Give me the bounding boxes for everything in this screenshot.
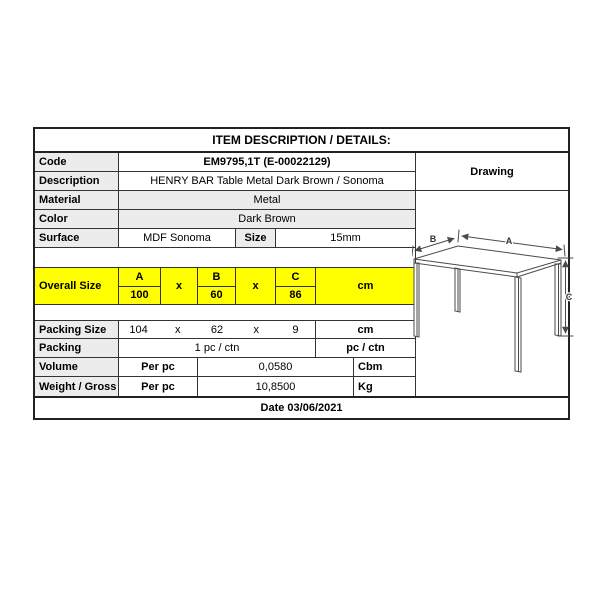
weight-label: Weight / Gross (35, 377, 119, 396)
row-material (35, 191, 415, 210)
dim-c-value: 86 (289, 289, 302, 302)
drawing-column (415, 153, 573, 396)
date-text: Date 03/06/2021 (260, 402, 343, 414)
volume-label: Volume (35, 358, 119, 376)
surface-size-value: 15mm (330, 232, 361, 244)
table-legs (414, 263, 561, 372)
code-value: EM9795,1T (E-00022129) (203, 156, 331, 168)
row-packing (35, 339, 415, 358)
row-overall-size (35, 267, 415, 305)
packing-label: Packing (35, 339, 119, 357)
spacer-row (35, 248, 415, 267)
volume-unit: Cbm (358, 361, 383, 373)
color-label: Color (35, 210, 119, 228)
material-label: Material (35, 191, 119, 209)
table-title: ITEM DESCRIPTION / DETAILS: (35, 129, 568, 153)
row-code (35, 153, 415, 172)
spec-table (33, 127, 573, 420)
description-value: HENRY BAR Table Metal Dark Brown / Sonoma (150, 175, 384, 187)
dim-c-letter: C (276, 268, 315, 287)
packing-size-x2: x (253, 323, 259, 336)
packing-size-v1: 104 (129, 323, 148, 336)
spec-columns (35, 153, 415, 396)
dim-b-value: 60 (210, 289, 223, 302)
weight-value: 10,8500 (198, 377, 354, 396)
row-surface (35, 229, 415, 248)
dim-a-value: 100 (130, 289, 149, 302)
packing-size-label: Packing Size (35, 321, 119, 338)
dim-a-letter: A (119, 268, 160, 287)
color-value: Dark Brown (119, 210, 415, 228)
description-label: Description (35, 172, 119, 190)
overall-size-dim-a (119, 268, 161, 304)
packing-size-values (119, 321, 316, 338)
weight-unit: Kg (358, 380, 373, 393)
drawing-title: Drawing (416, 153, 568, 191)
drawing-area (416, 191, 573, 396)
row-packing-size (35, 320, 415, 339)
row-volume (35, 358, 415, 377)
weight-basis: Per pc (119, 377, 198, 396)
dim-label-a: A (505, 236, 513, 246)
overall-size-label: Overall Size (35, 268, 119, 304)
packing-value: 1 pc / ctn (119, 339, 316, 357)
packing-size-v3: 9 (292, 323, 299, 336)
dim-label-b: B (429, 234, 437, 244)
volume-basis: Per pc (119, 358, 198, 376)
table-top (414, 246, 561, 277)
overall-size-sep-2: x (236, 268, 276, 304)
row-description (35, 172, 415, 191)
surface-size-label: Size (236, 229, 276, 247)
packing-size-x1: x (175, 323, 181, 336)
packing-size-v2: 62 (210, 323, 224, 336)
overall-size-sep-1: x (161, 268, 198, 304)
surface-label: Surface (35, 229, 119, 247)
overall-size-dim-c (276, 268, 316, 304)
code-label: Code (35, 153, 119, 171)
volume-value: 0,0580 (198, 358, 354, 376)
surface-value: MDF Sonoma (119, 229, 236, 247)
dim-label-c: C (565, 292, 573, 302)
table-body (35, 153, 573, 396)
dim-b-letter: B (198, 268, 235, 287)
overall-size-unit: cm (357, 280, 374, 292)
dimension-lines (412, 230, 573, 336)
row-color (35, 210, 415, 229)
overall-size-dim-b (198, 268, 236, 304)
spacer-row (35, 305, 415, 320)
material-value: Metal (119, 191, 415, 209)
table-drawing (412, 225, 578, 401)
packing-unit: pc / ctn (346, 342, 385, 354)
row-weight (35, 377, 415, 396)
packing-size-unit: cm (357, 323, 374, 336)
